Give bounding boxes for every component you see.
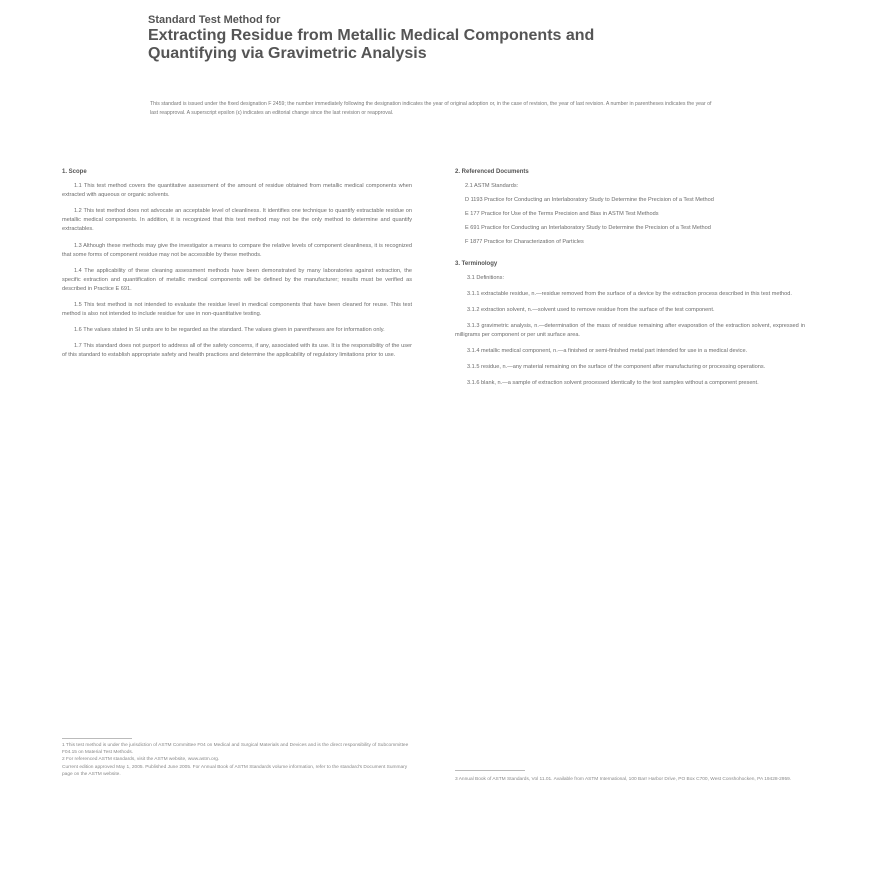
- section-heading-terminology: 3. Terminology: [455, 260, 498, 267]
- term-definition: 3.1.4 metallic medical component, n.—a finished or semi-finished metal part intended for use in a medical device.: [467, 348, 748, 355]
- section-heading-referenced-documents: 2. Referenced Documents: [455, 169, 529, 175]
- paragraph: 1.5 This test method is not intended to evaluate the residue level in medical components that have been cleaned for reuse. This test method is also not intended to include residue for use in non-quantitative testing.: [62, 302, 412, 318]
- footnote: Current edition approved May 1, 2005. Published June 2005. For Annual Book of ASTM Standards volume information, refer to the standard's Document Summary page on the ASTM website.: [62, 764, 408, 777]
- footnote-divider: [62, 738, 132, 739]
- reference-item: D 1193 Practice for Conducting an Interlaboratory Study to Determine the Precision of a Test Method: [465, 197, 714, 204]
- paragraph: 1.7 This standard does not purport to address all of the safety concerns, if any, associated with its use. It is the responsibility of the user of this standard to establish appropriate safety and health practices and determine the applicability of regulatory limitations prior to use.: [62, 343, 412, 359]
- footnote-divider: [455, 770, 525, 771]
- title-block: [148, 14, 748, 63]
- paragraph: 1.6 The values stated in SI units are to be regarded as the standard. The values given in parentheses are for information only.: [74, 327, 385, 334]
- footnotes-left: [62, 742, 412, 778]
- paragraph: 1.2 This test method does not advocate an acceptable level of cleanliness. It identifies one technique to quantify extractable residue on metallic medical components. In addition, it is recognized that this test method may not be the only method to determine and quantify extractables.: [62, 208, 412, 233]
- term-definition: 3.1 Definitions:: [467, 274, 505, 281]
- reference-item: E 691 Practice for Conducting an Interlaboratory Study to Determine the Precision of a Test Method: [465, 225, 711, 232]
- footnotes-right: [455, 776, 805, 783]
- term-definition: 3.1.2 extraction solvent, n.—solvent used to remove residue from the surface of the test component.: [467, 306, 715, 313]
- section-heading-scope: 1. Scope: [62, 169, 87, 175]
- document-title-continued: Quantifying via Gravimetric Analysis: [148, 45, 427, 62]
- reference-item: E 177 Practice for Use of the Terms Precision and Bias in ASTM Test Methods: [465, 211, 659, 218]
- left-column: [62, 168, 412, 368]
- footnote: 1 This test method is under the jurisdiction of ASTM Committee F04 on Medical and Surgical Materials and Devices and is the direct responsibility of Subcommittee F04.15 on Material Test Methods.: [62, 743, 409, 756]
- footnote: 3 Annual Book of ASTM Standards, Vol 11.01. Available from ASTM International, 100 Barr Harbor Drive, PO Box C700, West Conshohocken, PA 19428-2959.: [455, 777, 792, 782]
- term-definition: 3.1.1 extractable residue, n.—residue removed from the surface of a device by the extraction process described in this test method.: [467, 290, 792, 297]
- term-definition: 3.1.3 gravimetric analysis, n.—determination of the mass of residue remaining after evaporation of the extraction solvent, expressed in milligrams per component or per unit surface area.: [455, 322, 805, 339]
- term-definition: 3.1.5 residue, n.—any material remaining on the surface of the component after manufacturing or processing operations.: [467, 364, 766, 371]
- reference-item: F 1877 Practice for Characterization of Particles: [465, 239, 584, 246]
- right-column: [455, 168, 805, 395]
- paragraph: 1.1 This test method covers the quantitative assessment of the amount of residue obtained from metallic medical components when extracted with aqueous or organic solvents.: [62, 183, 412, 199]
- document-title-prefix: Standard Test Method for: [148, 14, 281, 26]
- paragraph: 1.4 The applicability of these cleaning assessment methods have been demonstrated by many laboratories against extraction, the specific extraction and quantification of metallic medical components will be defined by the manufacturer; results must be verified as described in Practice E 691.: [62, 267, 412, 292]
- document-title: Extracting Residue from Metallic Medical Components and: [148, 27, 595, 44]
- paragraph: 1.3 Although these methods may give the investigator a means to compare the relative levels of component cleanliness, it is recognized that some forms of component residue may not be accessible by these methods.: [62, 242, 412, 258]
- designation-note: This standard is issued under the fixed designation F 2459; the number immediately following the designation indicates the year of original adoption or, in the case of revision, the year of last revision. A number in parentheses indicates the year of last reapproval. A superscript epsilon (ε) indicates an editorial change since the last revision or reapproval.: [150, 101, 712, 116]
- footnote: 2 For referenced ASTM standards, visit the ASTM website, www.astm.org.: [62, 757, 220, 763]
- reference-item: 2.1 ASTM Standards:: [465, 183, 519, 190]
- term-definition: 3.1.6 blank, n.—a sample of extraction solvent processed identically to the test samples without a component present.: [467, 380, 759, 387]
